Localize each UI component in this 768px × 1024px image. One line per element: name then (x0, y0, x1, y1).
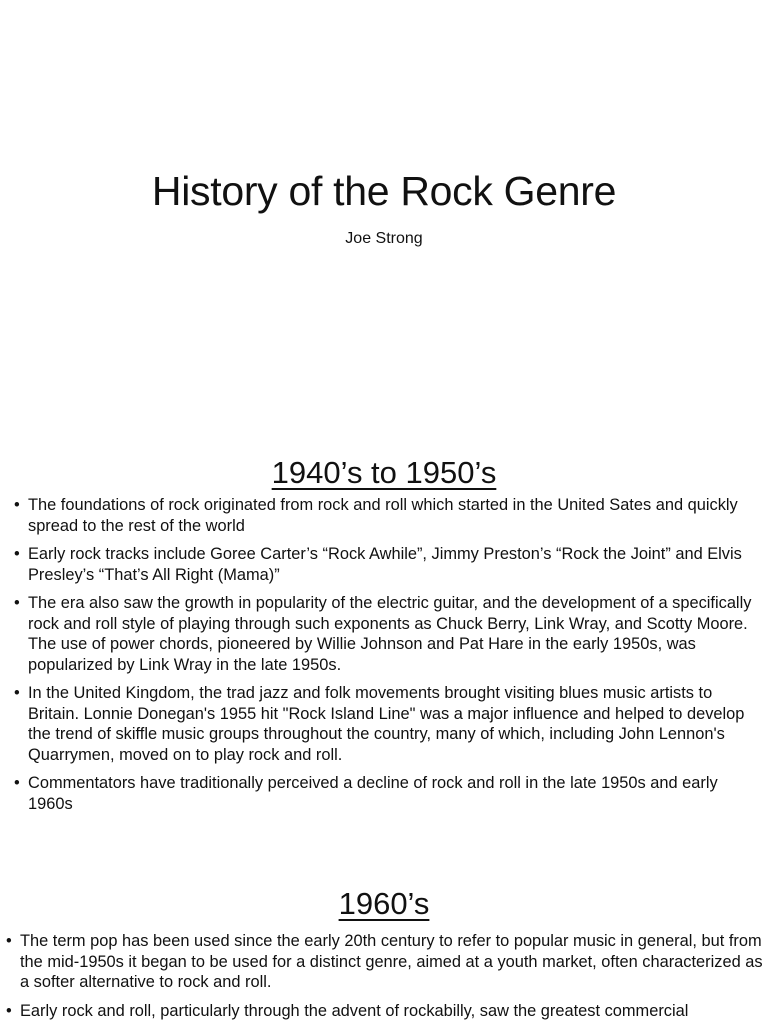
bullet-item (14, 773, 758, 814)
bullet-icon: • (14, 774, 20, 792)
bullet-icon: • (14, 545, 20, 563)
bullet-text: Early rock tracks include Goree Carter’s “Rock Awhile”, Jimmy Preston’s “Rock the Joint” and Elvis Presley’s “That’s All Right (Mama)” (28, 545, 742, 584)
bullet-text: The term pop has been used since the early 20th century to refer to popular music in general, but from the mid-1950s it began to be used for a distinct genre, aimed at a youth market, often characterized as a softer alternative to rock and roll. (20, 932, 763, 991)
slide-heading (0, 885, 768, 923)
bullet-item (14, 495, 758, 536)
slide-heading (0, 454, 768, 492)
bullet-icon: • (14, 684, 20, 702)
bullet-item (14, 593, 758, 675)
bullet-list (14, 495, 758, 822)
bullet-list (6, 931, 764, 1024)
slide-1940s-1950s (0, 430, 768, 860)
bullet-item (14, 683, 758, 765)
slide-heading-text: 1940’s to 1950’s (271, 455, 497, 490)
bullet-text: The foundations of rock originated from rock and roll which started in the United Sates and quickly spread to the rest of the world (28, 496, 738, 535)
bullet-item (6, 1001, 764, 1022)
bullet-text: Commentators have traditionally perceived a decline of rock and roll in the late 1950s and early 1960s (28, 774, 718, 813)
slide-heading-text: 1960’s (338, 886, 430, 921)
author-subtitle: Joe Strong (345, 230, 423, 247)
bullet-text: Early rock and roll, particularly through the advent of rockabilly, saw the greatest commercial (20, 1001, 689, 1020)
bullet-item (14, 544, 758, 585)
slide-1960s (0, 860, 768, 1024)
bullet-icon: • (14, 594, 20, 612)
bullet-icon: • (6, 1001, 12, 1020)
presentation-title: History of the Rock Genre (151, 168, 617, 214)
bullet-text: The era also saw the growth in popularity of the electric guitar, and the development of a specifically rock and roll style of playing through such exponents as Chuck Berry, Link Wray, and Scotty Moore. The use of power chords, pioneered by Willie Johnson and Pat Hare in the early 1950s, was popularized by Link Wray in the late 1950s. (28, 594, 752, 674)
bullet-text: In the United Kingdom, the trad jazz and folk movements brought visiting blues music artists to Britain. Lonnie Donegan's 1955 hit "Rock Island Line" was a major influence and helped to develop the trend of skiffle music groups throughout the country, many of which, including John Lennon's Quarrymen, moved on to play rock and roll. (28, 684, 745, 764)
bullet-icon: • (14, 496, 20, 514)
slide-title-page (0, 0, 768, 430)
bullet-item (6, 931, 764, 993)
bullet-icon: • (6, 932, 12, 950)
